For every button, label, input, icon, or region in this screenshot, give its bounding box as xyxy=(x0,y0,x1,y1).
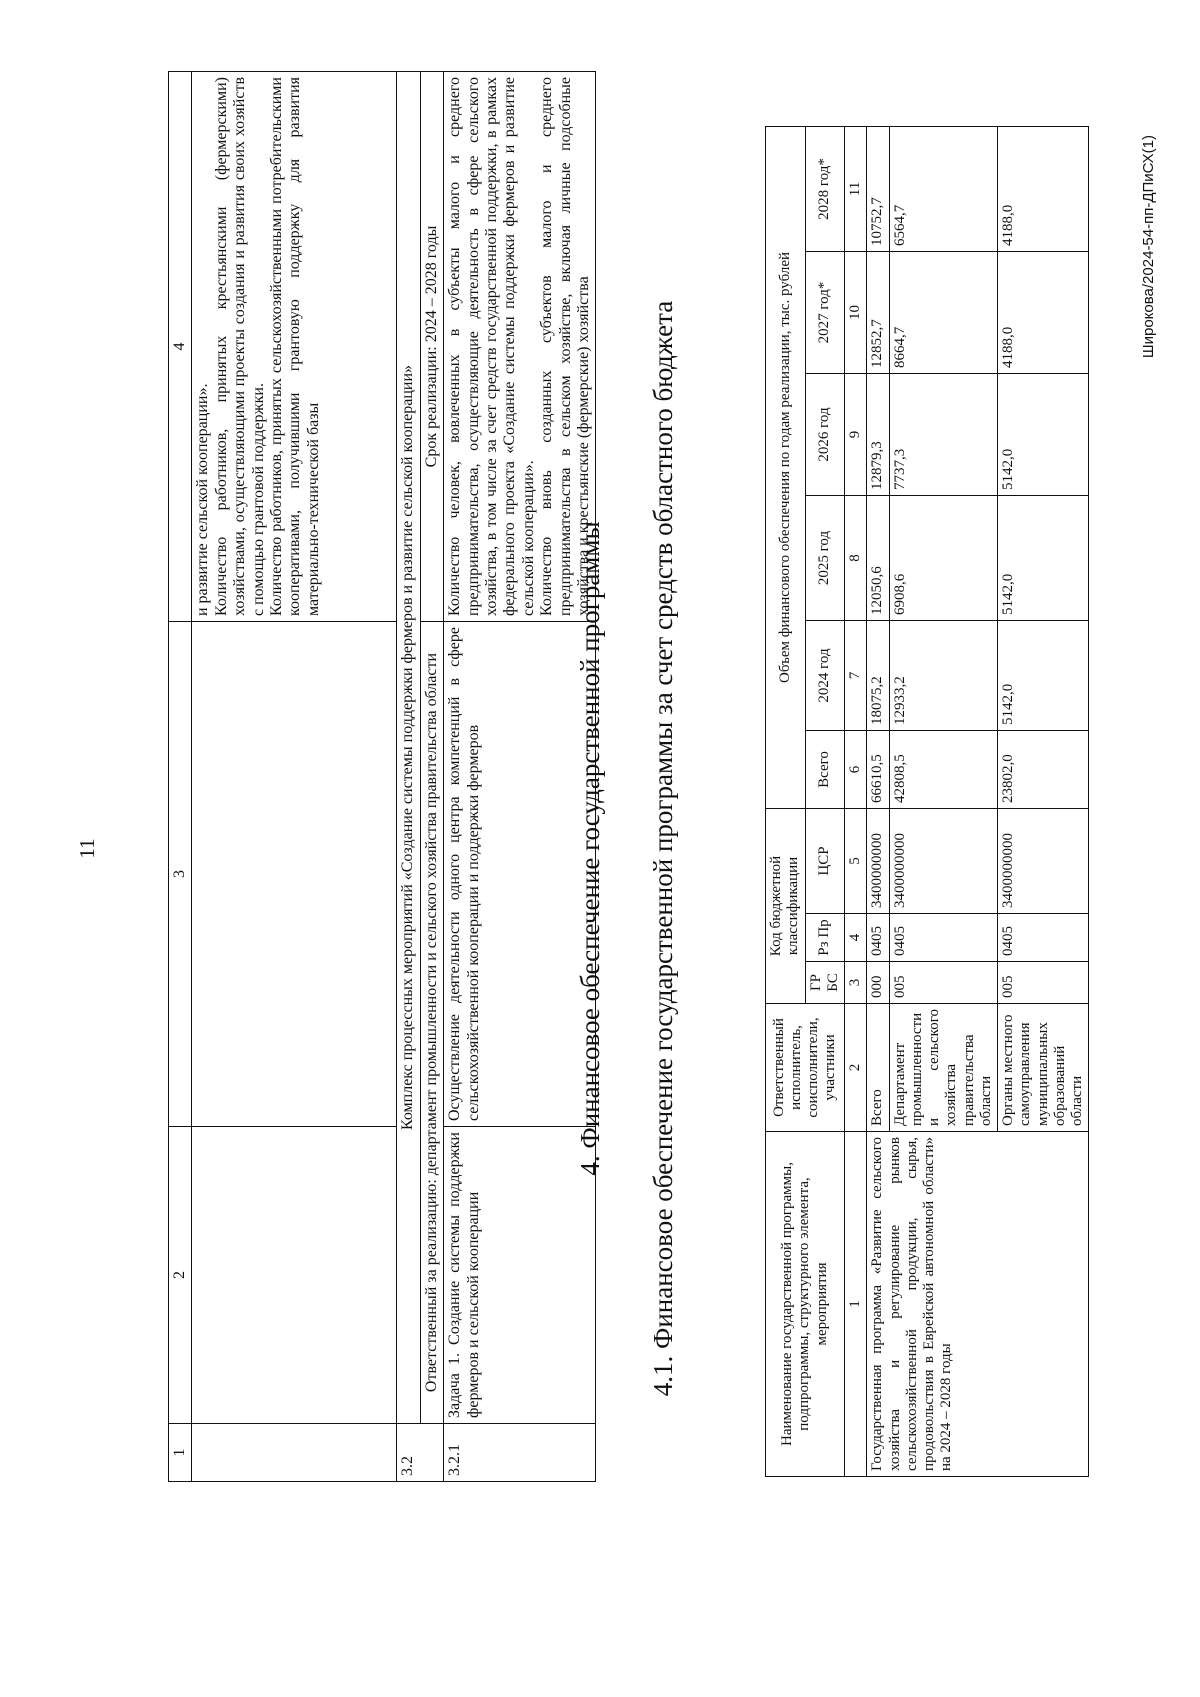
indicator-text: Количество работников, принятых сельскохозяйственными потребительскими кооперативами, получившими грантовую поддержку для развития материально-технической базы xyxy=(267,77,322,616)
column-number: 2 xyxy=(845,1004,867,1132)
column-number: 7 xyxy=(845,621,867,731)
column-number: 10 xyxy=(845,252,867,374)
year-cell: 12933,2 xyxy=(889,621,998,731)
indicator-text: Количество работников, принятых крестьянскими (фермерскими) хозяйствами, осуществляющими проекты создания и развития своих хозяйств с помощью грантовой поддержки. xyxy=(212,77,267,616)
column-number: 6 xyxy=(845,731,867,809)
grbs-cell: 005 xyxy=(889,962,998,1004)
rzpr-cell: 0405 xyxy=(889,914,998,962)
indicator-text: и развитие сельской кооперации». xyxy=(194,383,212,616)
header-executor: Ответственный исполнитель, соисполнители, участники xyxy=(766,1004,845,1132)
year-cell: 6564,7 xyxy=(889,126,998,251)
row-number: 3.2 xyxy=(397,1424,444,1482)
header-year: 2026 год xyxy=(805,374,845,496)
header-year: 2027 год* xyxy=(805,252,845,374)
table-row xyxy=(867,126,889,1476)
year-cell: 10752,7 xyxy=(867,126,889,251)
year-cell: 18075,2 xyxy=(867,621,889,731)
column-number: 1 xyxy=(845,1132,867,1477)
task-text: Задача 1. Создание системы поддержки фермеров и сельской кооперации xyxy=(444,1127,596,1424)
column-number: 11 xyxy=(845,126,867,251)
task-indicators xyxy=(444,72,596,622)
section-title: 4. Финансовое обеспечение государственной программы xyxy=(575,521,605,1176)
document-code: Широкова/2024-54-пп-ДПиСХ(1) xyxy=(1140,135,1157,359)
year-cell: 5142,0 xyxy=(998,621,1089,731)
year-cell: 12050,6 xyxy=(867,496,889,621)
header-volume: Объем финансового обеспечения по годам реализации, тыс. рублей xyxy=(766,126,806,808)
page-number: 11 xyxy=(75,838,99,859)
total-cell: 66610,5 xyxy=(867,731,889,809)
header-col-2: 2 xyxy=(169,1127,192,1424)
column-number: 4 xyxy=(845,914,867,962)
complex-title-row xyxy=(397,72,420,1482)
continued-row xyxy=(192,72,397,1482)
fin-column-numbers-row xyxy=(845,126,867,1476)
header-total: Всего xyxy=(805,731,845,809)
executor-cell: Всего xyxy=(867,1004,889,1132)
fin-header-row xyxy=(766,126,806,1476)
total-cell: 42808,5 xyxy=(889,731,998,809)
responsible-text: Ответственный за реализацию: департамент промышленности и сельского хозяйства правительства области xyxy=(420,622,443,1424)
continued-indicators xyxy=(192,72,397,622)
year-cell: 12852,7 xyxy=(867,252,889,374)
header-name: Наименование государственной программы, подпрограммы, структурного элемента, мероприятия xyxy=(766,1132,845,1477)
program-name: Государственная программа «Развитие сельского хозяйства и регулирование рынков сельскохозяйственной продукции, сырья, продовольствия в Еврейской автономной области» на 2024 – 2028 годы xyxy=(867,1132,1089,1477)
complex-responsible-row xyxy=(420,72,443,1482)
year-cell: 12879,3 xyxy=(867,374,889,496)
indicator-text: Количество вновь созданных субъектов малого и среднего предпринимательства в сельском хозяйстве, включая личные подсобные хозяйства и крестьянские (фермерские) хозяйства xyxy=(538,77,592,616)
year-cell: 5142,0 xyxy=(998,374,1089,496)
csr-cell: 3400000000 xyxy=(889,809,998,914)
csr-cell: 3400000000 xyxy=(998,809,1089,914)
rzpr-cell: 0405 xyxy=(867,914,889,962)
measures-header-row xyxy=(169,72,192,1482)
grbs-cell: 005 xyxy=(998,962,1089,1004)
financing-table xyxy=(765,126,1089,1477)
year-cell: 4188,0 xyxy=(998,126,1089,251)
year-cell: 8664,7 xyxy=(889,252,998,374)
complex-title: Комплекс процессных мероприятий «Создание системы поддержки фермеров и развитие сельской кооперации» xyxy=(397,72,420,1424)
column-number: 3 xyxy=(845,962,867,1004)
indicator-text: Количество человек, вовлеченных в субъекты малого и среднего предпринимательства, осуществляющие деятельность в сфере сельского хозяйства, в том числе за счет средств государственной поддержки, в рамках федерального проекта «Создание системы поддержки фермеров и развитие сельской кооперации». xyxy=(446,77,537,616)
row-number: 3.2.1 xyxy=(444,1424,596,1482)
column-number: 9 xyxy=(845,374,867,496)
year-cell: 4188,0 xyxy=(998,252,1089,374)
grbs-cell: 000 xyxy=(867,962,889,1004)
subsection-title: 4.1. Финансовое обеспечение государственной программы за счет средств областного бюджета xyxy=(648,300,678,1397)
year-cell: 6908,6 xyxy=(889,496,998,621)
measures-table xyxy=(168,71,596,1482)
year-cell: 7737,3 xyxy=(889,374,998,496)
executor-cell: Департамент промышленности и сельского хозяйства правительства области xyxy=(889,1004,998,1132)
header-year: 2024 год xyxy=(805,621,845,731)
header-csr: ЦСР xyxy=(805,809,845,914)
column-number: 8 xyxy=(845,496,867,621)
column-number: 5 xyxy=(845,809,867,914)
header-grbs: ГР БС xyxy=(805,962,845,1004)
activity-text: Осуществление деятельности одного центра компетенций в сфере сельскохозяйственной кооперации и поддержки фермеров xyxy=(444,622,596,1127)
rzpr-cell: 0405 xyxy=(998,914,1089,962)
header-rzpr: Рз Пр xyxy=(805,914,845,962)
header-col-1: 1 xyxy=(169,1424,192,1482)
term-text: Срок реализации: 2024 – 2028 годы xyxy=(420,72,443,622)
header-budget-code: Код бюджетной классификации xyxy=(766,809,806,1004)
header-col-3: 3 xyxy=(169,622,192,1127)
header-year: 2028 год* xyxy=(805,126,845,251)
executor-cell: Органы местного самоуправления муниципальных образований области xyxy=(998,1004,1089,1132)
header-year: 2025 год xyxy=(805,496,845,621)
csr-cell: 3400000000 xyxy=(867,809,889,914)
total-cell: 23802,0 xyxy=(998,731,1089,809)
header-col-4: 4 xyxy=(169,72,192,622)
task-row xyxy=(444,72,596,1482)
year-cell: 5142,0 xyxy=(998,496,1089,621)
